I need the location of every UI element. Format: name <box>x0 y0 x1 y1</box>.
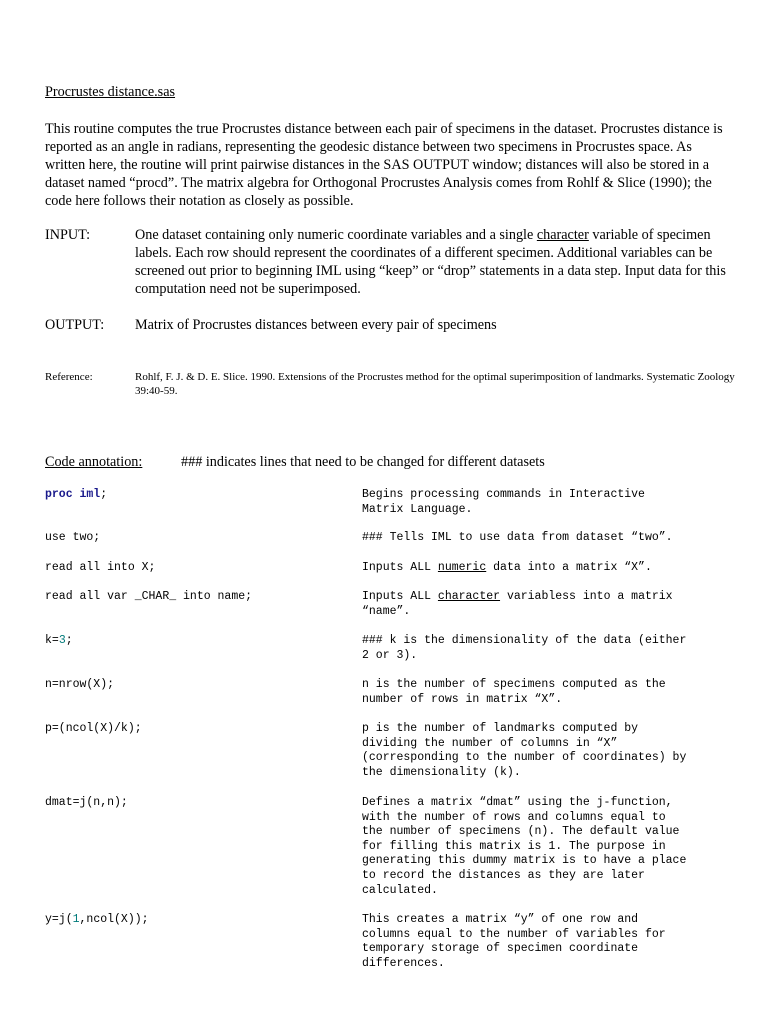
input-description <box>135 226 735 298</box>
reference-label: Reference: <box>45 371 93 383</box>
input-label: INPUT: <box>45 227 91 243</box>
code-desc-y: This creates a matrix “y” of one row and columns equal to the number of variables for temporary storage of specimen coordinate differences. <box>362 913 666 970</box>
code-line-read-name: read all var _CHAR_ into name; <box>45 590 253 603</box>
input-text-before: One dataset containing only numeric coordinate variables and a single <box>135 227 537 243</box>
code-line-proc-iml: proc iml; <box>45 488 108 501</box>
reference-citation: Rohlf, F. J. & D. E. Slice. 1990. Extensions of the Procrustes method for the optimal superimposition of landmarks. Systematic Zoology 39:40-59. <box>135 371 735 397</box>
code-line-dmat: dmat=j(n,n); <box>45 796 128 809</box>
code-desc-dmat: Defines a matrix “dmat” using the j-function, with the number of rows and columns equal to the number of specimens (n). The default value for filling this matrix is 1. The purpose in generating this dummy matrix is to have a place to record the distances as they are later calculated. <box>362 796 687 897</box>
intro-paragraph: This routine computes the true Procrustes distance between each pair of specimens in the dataset. Procrustes distance is reported as an angle in radians, representing the geodesic distance between two specimens in Procrustes space. As written here, the routine will print pairwise distances in the SAS OUTPUT window; distances will also be stored in a dataset named “procd”. The matrix algebra for Orthogonal Procrustes Analysis comes from Rohlf & Slice (1990); the code here follows their notation as closely as possible. <box>45 121 723 209</box>
code-desc-k: ### k is the dimensionality of the data (either 2 or 3). <box>362 634 687 662</box>
code-annotation-text: ### indicates lines that need to be changed for different datasets <box>181 454 545 470</box>
output-label: OUTPUT: <box>45 317 105 333</box>
code-keyword: proc iml <box>45 488 101 501</box>
code-line-read-x: read all into X; <box>45 561 156 574</box>
code-line-p: p=(ncol(X)/k); <box>45 722 142 735</box>
code-line-y: y=j(1,ncol(X)); <box>45 913 149 926</box>
input-text-after: variable of specimen labels. Each row should represent the coordinates of a different specimen. Additional variables can be screened out prior to beginning IML using “keep” or “drop” statements in a data step. Input data for this computation need not be superimposed. <box>135 227 726 297</box>
output-description: Matrix of Procrustes distances between every pair of specimens <box>135 317 497 333</box>
document-title: Procrustes distance.sas <box>45 84 176 100</box>
code-annotation-label: Code annotation: <box>45 454 143 470</box>
code-desc-proc-iml: Begins processing commands in Interactive Matrix Language. <box>362 488 645 516</box>
code-desc-p: p is the number of landmarks computed by dividing the number of columns in “X” (corresponding to the number of coordinates) by the dimensionality (k). <box>362 722 687 779</box>
code-line-k: k=3; <box>45 634 73 647</box>
input-text-underlined: character <box>536 227 589 243</box>
code-desc-read-name: Inputs ALL character variabless into a matrix “name”. <box>362 590 673 618</box>
code-line-n: n=nrow(X); <box>45 678 115 691</box>
code-line-use: use two; <box>45 531 101 544</box>
code-desc-n: n is the number of specimens computed as the number of rows in matrix “X”. <box>362 678 666 706</box>
code-desc-use: ### Tells IML to use data from dataset “two”. <box>362 531 673 544</box>
code-desc-read-x: Inputs ALL numeric data into a matrix “X”. <box>362 561 652 574</box>
